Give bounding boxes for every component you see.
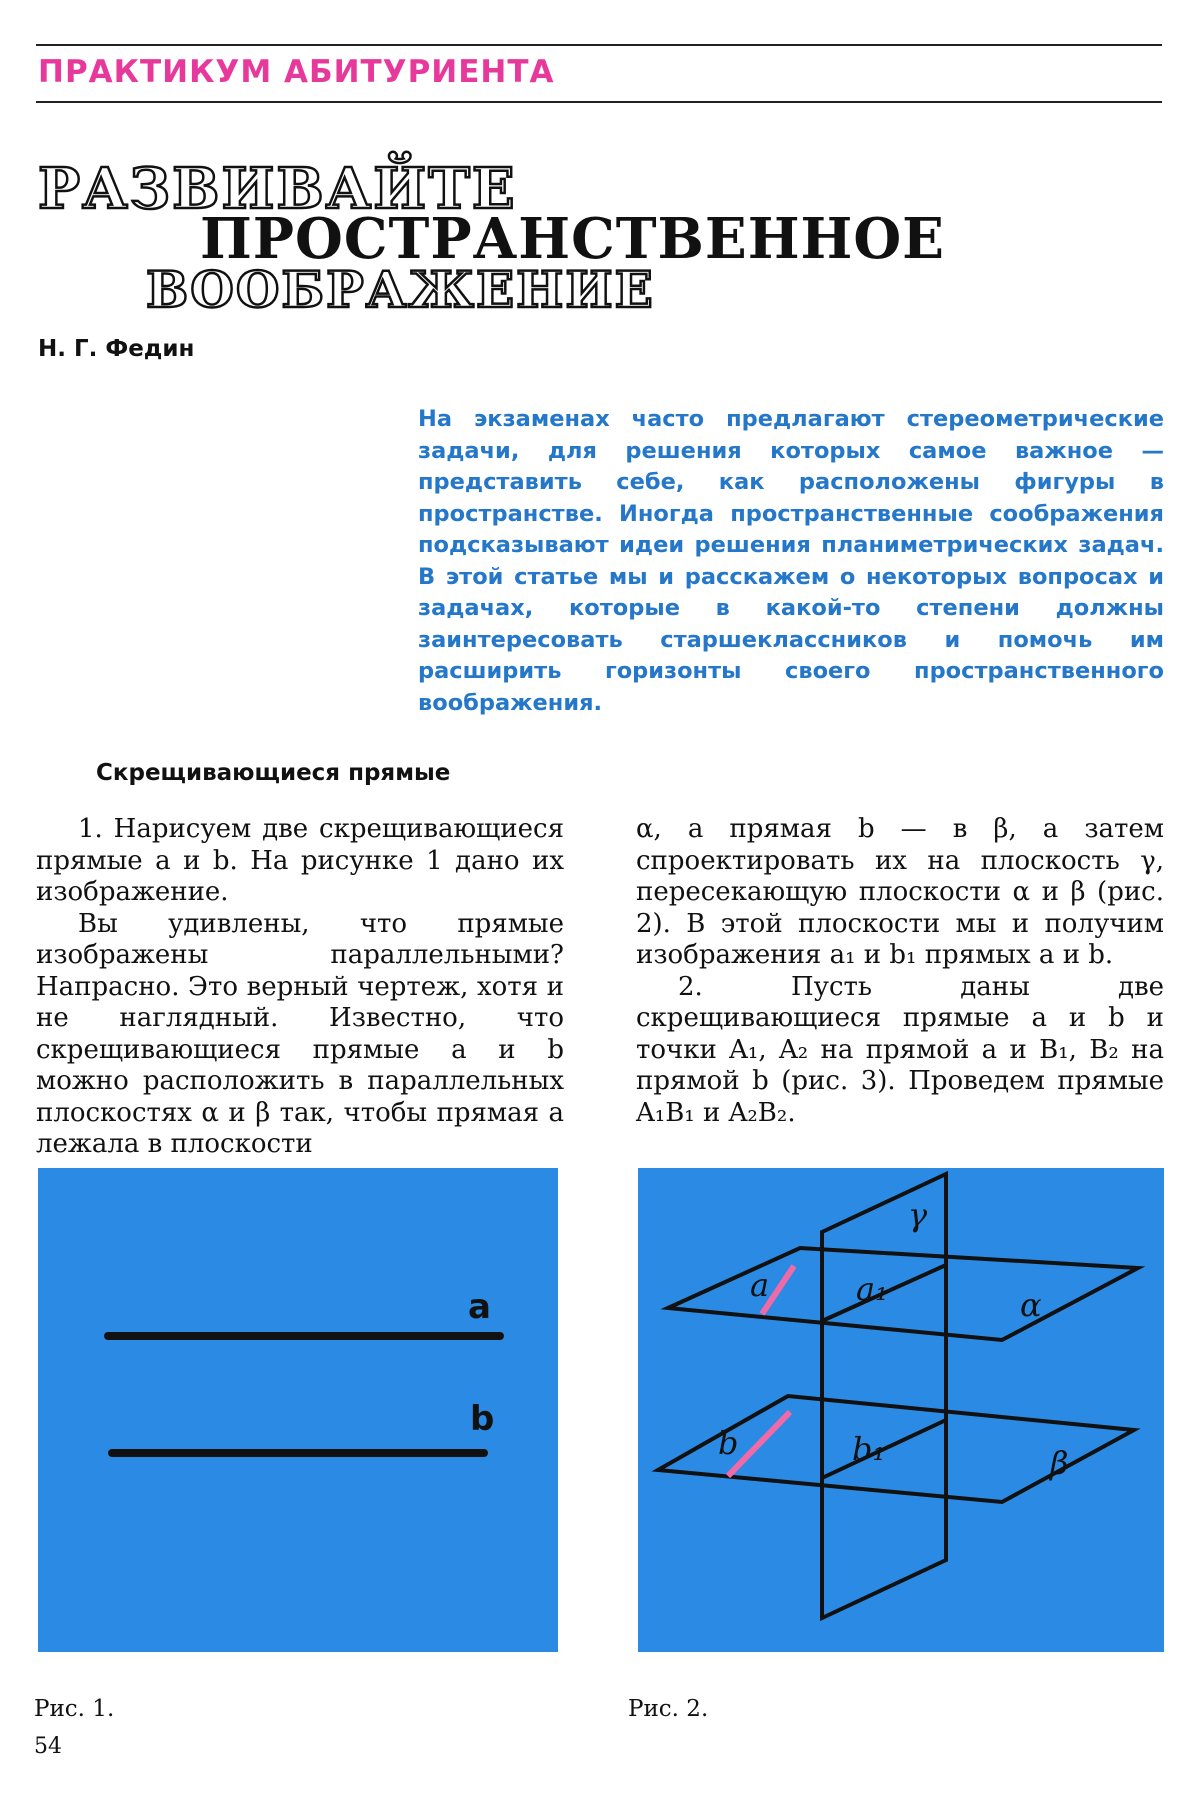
paragraph: α, а прямая b — в β, а затем спроектировать их на плоскость γ, пересекающую плоскости α и β (рис. 2). В этой плоскости мы и получим изображения a₁ и b₁ прямых a и b. [636,814,1164,970]
label-a: a [750,1266,770,1304]
section-title: Скрещивающиеся прямые [96,760,451,786]
label-gamma: γ [908,1196,928,1234]
header-rule-bottom [36,101,1162,103]
paragraph: Вы удивлены, что прямые изображены параллельными? Напрасно. Это верный чертеж, хотя и не наглядный. Известно, что скрещивающиеся прямые a и b можно расположить в параллельных плоскостях α и β так, чтобы прямая a лежала в плоскости [36,908,564,1159]
title-line-2: ПРОСТРАНСТВЕННОЕ [200,206,945,272]
figure-1-caption: Рис. 1. [34,1696,115,1722]
label-beta: β [1050,1444,1069,1482]
figure-1-drawing [38,1168,558,1652]
lead-paragraph: На экзаменах часто предлагают стереометрические задачи, для решения которых самое важное — представить себе, как расположены фигуры в пространстве. Иногда пространственные соображения подсказывают идеи решения планиметрических задач. В этой статье мы и расскажем о некоторых вопросах и задачах, которые в какой-то степени должны заинтересовать старшеклассников и помочь им расширить горизонты своего пространственного воображения. [418,406,1164,716]
plane-alpha [668,1248,1138,1340]
label-a: a [468,1287,491,1327]
figure-2-drawing [638,1168,1164,1652]
header-rule-top [36,44,1162,46]
label-b: b [718,1424,739,1462]
title-line-1: РАЗВИВАЙТЕ [38,156,517,222]
figure-2-caption: Рис. 2. [628,1696,709,1722]
plane-gamma [822,1174,946,1618]
paragraph: 2. Пусть даны две скрещивающиеся прямые a и b и точки A₁, A₂ на прямой a и B₁, B₂ на прямой b (рис. 3). Проведем прямые A₁B₁ и A₂B₂. [636,971,1164,1128]
figure-2 [638,1168,1164,1652]
title-line-3: ВООБРАЖЕНИЕ [146,260,655,319]
label-b: b [470,1399,495,1439]
rubric: ПРАКТИКУМ АБИТУРИЕНТА [38,54,555,90]
figure-1 [38,1168,558,1652]
author: Н. Г. Федин [38,336,195,362]
text-column-2 [636,814,1164,1129]
label-alpha: α [1020,1286,1042,1324]
paragraph: 1. Нарисуем две скрещивающиеся прямые a и b. На рисунке 1 дано их изображение. [36,814,564,907]
label-a1: a₁ [856,1270,888,1308]
text-column-1 [36,814,564,1161]
label-b1: b₁ [852,1430,886,1468]
page-number: 54 [34,1734,62,1759]
